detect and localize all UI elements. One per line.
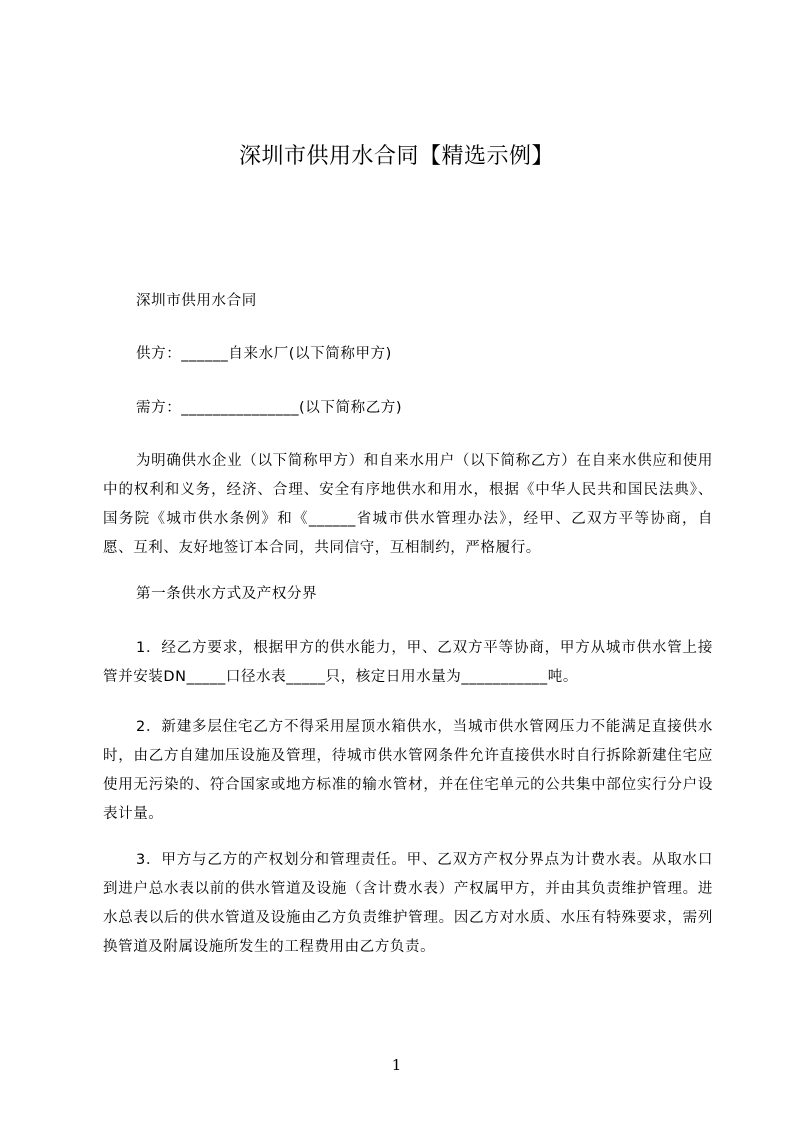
customer-line: 需方：_______________(以下简称乙方) (136, 400, 403, 416)
document-title: 深圳市供用水合同【精选示例】 (238, 144, 554, 169)
preamble-paragraph: 为明确供水企业（以下简称甲方）和自来水用户（以下简称乙方）在自来水供应和使用中的权利和义务，经济、合理、安全有序地供水和用水，根据《中华人民共和国民法典》、国务院《城市供水条例》和《______省城市供水管理办法》，经甲、乙双方平等协商，自愿、互利、友好地签订本合同，共同信守，互相制约，严格履行。 (103, 453, 713, 556)
clause-2-paragraph: 2．新建多层住宅乙方不得采用屋顶水箱供水，当城市供水管网压力不能满足直接供水时，由乙方自建加压设施及管理，待城市供水管网条件允许直接供水时自行拆除新建住宅应使用无污染的、符合国家或地方标准的输水管材，并在住宅单元的公共集中部位实行分户设表计量。 (103, 719, 713, 822)
page-number: 1 (391, 1056, 402, 1074)
clause-1-paragraph: 1．经乙方要求，根据甲方的供水能力，甲、乙双方平等协商，甲方从城市供水管上接管并安装DN_____口径水表_____只，核定日用水量为___________吨。 (103, 640, 713, 685)
article-one-heading: 第一条供水方式及产权分界 (136, 586, 318, 602)
contract-heading: 深圳市供用水合同 (136, 293, 257, 309)
supplier-line: 供方：______自来水厂(以下简称甲方) (136, 346, 392, 362)
clause-3-paragraph: 3．甲方与乙方的产权划分和管理责任。甲、乙双方产权分界点为计费水表。从取水口到进户总水表以前的供水管道及设施（含计费水表）产权属甲方，并由其负责维护管理。进水总表以后的供水管道及设施由乙方负责维护管理。因乙方对水质、水压有特殊要求，需列换管道及附属设施所发生的工程费用由乙方负责。 (103, 852, 713, 955)
